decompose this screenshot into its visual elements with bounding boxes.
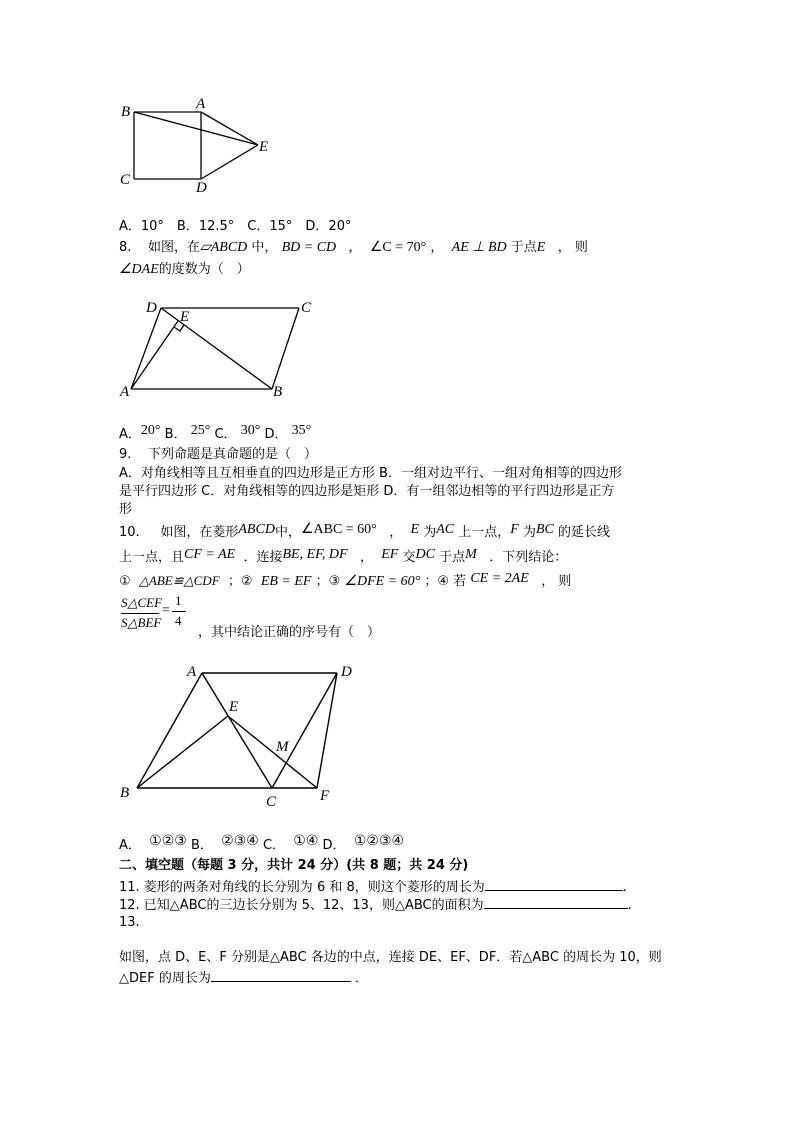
fraction-right-numerator: 1 xyxy=(175,593,182,608)
q10-text: 交 xyxy=(402,550,416,565)
q10-number: 10. xyxy=(119,525,140,540)
q8-math-abcd: ▱ABCD xyxy=(199,240,248,255)
fig1-label-E: E xyxy=(259,139,269,155)
q8-math-bd-cd: BD = CD xyxy=(281,240,337,255)
option-letter: B． xyxy=(164,427,187,442)
option-letter: A． xyxy=(119,838,141,853)
fraction-equals: = xyxy=(162,603,170,618)
q10-text: ；② xyxy=(227,574,253,589)
q8-math-ae-perp-bd: AE ⊥ BD xyxy=(451,240,507,255)
option-letter: D． xyxy=(322,838,346,853)
fig2-label-C: C xyxy=(301,300,312,316)
q10-text: ， xyxy=(389,525,403,540)
q12-end: . xyxy=(627,898,632,913)
q9-text: 下列命题是真命题的是（ ） xyxy=(147,447,317,462)
q10-text: 如图，在菱形 xyxy=(160,525,239,540)
fig1-label-A: A xyxy=(196,96,206,112)
q10-text: ① xyxy=(119,574,131,589)
q8-options xyxy=(119,423,312,443)
q10-text: ；④ xyxy=(424,574,450,589)
q10-text: 的延长线 xyxy=(558,525,611,540)
q10-math: E xyxy=(410,522,420,537)
option-value: ①②③ xyxy=(149,833,187,849)
q12 xyxy=(119,896,632,914)
q10-text: ， xyxy=(359,550,373,565)
fig3-label-A: A xyxy=(187,664,197,680)
q10-line3 xyxy=(119,573,571,590)
option-value: 20° xyxy=(140,423,161,438)
q13-end: ． xyxy=(354,971,368,986)
q12-text: 12. 已知△ABC的三边长分别为 5、12、13，则△ABC的面积为 xyxy=(119,898,484,913)
q11 xyxy=(119,878,627,896)
fig3-label-C: C xyxy=(266,794,277,810)
q8-text: ， xyxy=(430,240,444,255)
figure-parallelogram xyxy=(112,296,322,404)
q13-number: 13. xyxy=(119,915,140,930)
q10-options xyxy=(119,833,405,854)
q10-math: DC xyxy=(415,547,435,562)
q10-text: ．连接 xyxy=(243,550,283,565)
fraction-bar xyxy=(121,613,159,614)
fig3-label-E: E xyxy=(229,699,239,715)
q10-math: CF = AE xyxy=(184,547,236,562)
q9-options-line2: 是平行四边形 C．对角线相等的四边形是矩形 D．有一组邻边相等的平行四边形是正方 xyxy=(119,484,615,499)
q10-line1 xyxy=(119,522,611,541)
fraction-denominator: S△BEF xyxy=(121,615,162,630)
q10-math: BC xyxy=(535,522,554,537)
q10-text: 上一点， xyxy=(458,525,511,540)
fig3-label-D: D xyxy=(341,664,352,680)
option-value: ②③④ xyxy=(221,833,259,849)
q10-text: 上一点，且 xyxy=(119,550,185,565)
q8-text: 如图，在 xyxy=(147,240,200,255)
q10-math: ∠DFE = 60° xyxy=(344,574,421,589)
fraction-bar xyxy=(172,611,186,612)
q10-math: EB = EF xyxy=(260,574,312,589)
option-letter: B． xyxy=(190,838,213,853)
q10-text: ；③ xyxy=(315,574,341,589)
fig1-label-D: D xyxy=(196,180,207,196)
option-value: ①④ xyxy=(293,833,319,849)
q10-math: △ABE≌△CDF xyxy=(138,573,220,588)
q10-math: M xyxy=(465,547,477,562)
q8-text: 中， xyxy=(251,240,278,255)
option-letter: A． xyxy=(119,427,141,442)
q8-math-angle-c: ∠C = 70° xyxy=(369,240,427,255)
option-letter: C． xyxy=(262,838,286,853)
q10-math: AC xyxy=(436,522,455,537)
q10-text: ．下列结论： xyxy=(489,550,568,565)
fig3-label-F: F xyxy=(320,788,330,804)
q8-text: ， xyxy=(348,240,362,255)
q10-text: 若 xyxy=(453,574,467,589)
q7-options: A．10° B．12.5° C．15° D．20° xyxy=(119,219,352,234)
option-value: ①②③④ xyxy=(353,833,405,849)
q8-text: ， 则 xyxy=(557,240,588,255)
q8-line2 xyxy=(119,262,250,278)
option-value: 30° xyxy=(240,423,261,438)
q10-line4: ，其中结论正确的序号有（ ） xyxy=(198,625,381,640)
fig2-label-A: A xyxy=(120,384,130,400)
option-value: 35° xyxy=(291,423,312,438)
q8-line1 xyxy=(119,240,588,256)
q10-math: BE, EF, DF xyxy=(282,547,348,562)
q10-text: 为 xyxy=(423,525,437,540)
section-heading: 二、填空题（每题 3 分，共计 24 分）(共 8 题；共 24 分) xyxy=(119,858,469,873)
fraction-right-denominator: 4 xyxy=(175,613,182,628)
q11-end: . xyxy=(622,880,627,895)
fig2-label-B: B xyxy=(273,384,283,400)
fig3-label-B: B xyxy=(120,785,130,801)
q12-answer-blank[interactable] xyxy=(484,896,628,909)
q9-options-line1: A．对角线相等且互相垂直的四边形是正方形 B．一组对边平行、一组对角相等的四边形 xyxy=(119,466,622,481)
fig1-label-B: B xyxy=(121,104,131,120)
figure-rhombus xyxy=(110,655,360,815)
q10-text: 中， xyxy=(274,525,301,540)
q8-number: 8. xyxy=(119,240,132,255)
option-letter: C． xyxy=(214,427,237,442)
fraction-numerator: S△CEF xyxy=(121,595,163,610)
q11-answer-blank[interactable] xyxy=(485,878,623,891)
q10-math: F xyxy=(510,522,519,537)
q13-text: △DEF 的周长为 xyxy=(119,971,211,986)
q10-text: 为 xyxy=(522,525,536,540)
q10-math: EF xyxy=(381,547,399,562)
q9-number: 9. xyxy=(119,447,132,462)
q8-math-angle-dae: ∠DAE xyxy=(119,262,159,277)
option-letter: D． xyxy=(264,427,288,442)
q10-line2 xyxy=(119,547,568,566)
fig3-label-M: M xyxy=(276,739,289,755)
q11-text: 11. 菱形的两条对角线的长分别为 6 和 8，则这个菱形的周长为 xyxy=(119,880,485,895)
q8-text: 的度数为（ ） xyxy=(158,262,250,277)
q10-text: 于点 xyxy=(439,550,466,565)
q10-math: ABCD xyxy=(238,522,275,537)
q10-math: CE = 2AE xyxy=(470,571,529,586)
q13-answer-blank[interactable] xyxy=(211,969,351,982)
option-value: 25° xyxy=(190,423,211,438)
figure-square-triangle xyxy=(110,92,280,197)
fig2-label-E: E xyxy=(180,309,190,325)
q8-text: 于点 xyxy=(510,240,537,255)
fig1-label-C: C xyxy=(120,172,131,188)
q10-fraction xyxy=(119,593,189,635)
q10-math: ∠ABC = 60° xyxy=(300,522,377,537)
q13-line1: 如图，点 D、E、F 分别是△ABC 各边的中点，连接 DE、EF、DF．若△ABC 的周长为 10，则 xyxy=(119,950,662,965)
q9-options-line3: 形 xyxy=(119,502,133,517)
q8-math-e: E xyxy=(536,240,546,255)
q10-text: ， 则 xyxy=(541,574,572,589)
q13-line2 xyxy=(119,969,368,987)
fig2-label-D: D xyxy=(146,300,157,316)
q9-stem xyxy=(119,447,317,463)
